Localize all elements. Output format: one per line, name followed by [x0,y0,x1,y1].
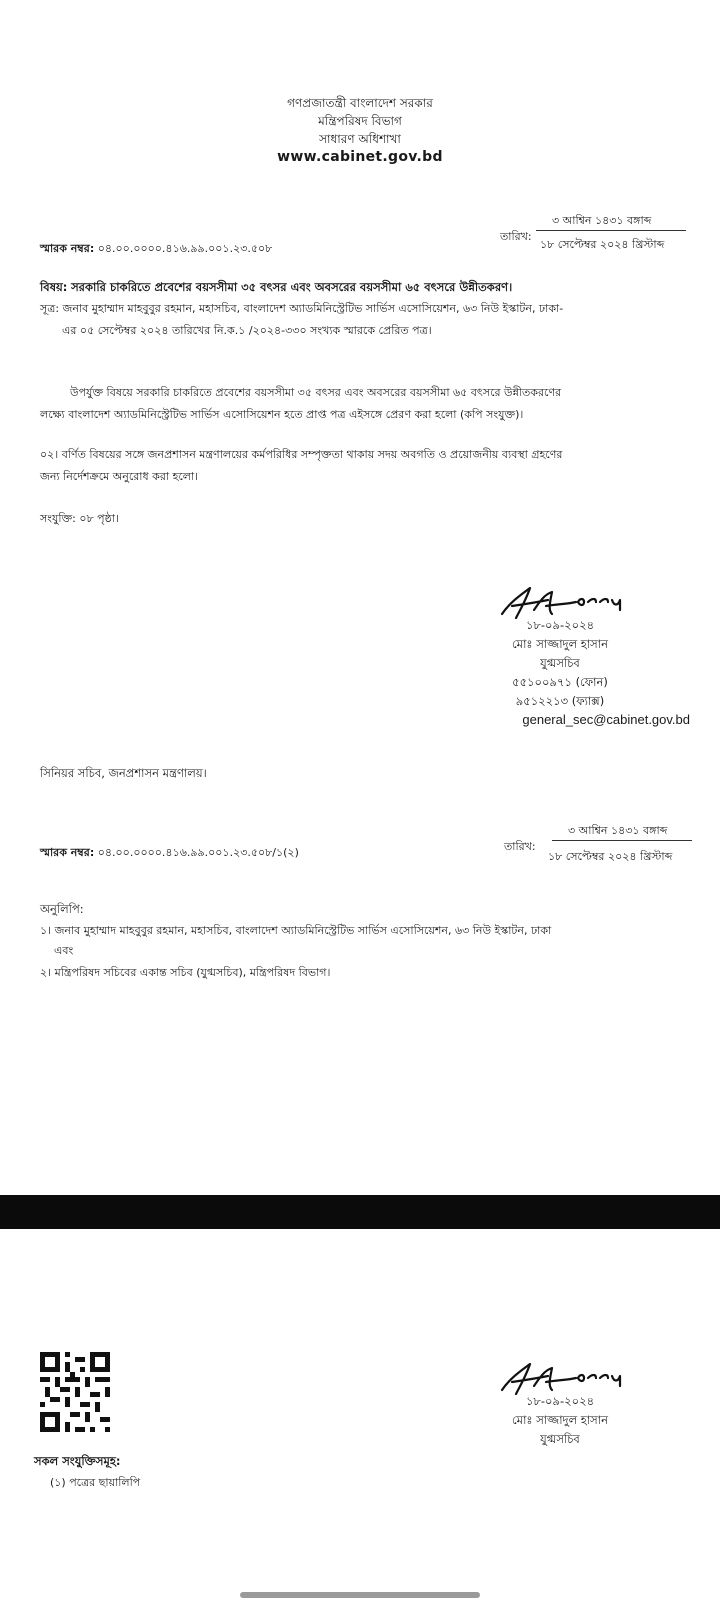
date-label: তারিখ: [500,230,532,243]
signatory-1-designation: যুগ্মসচিব [540,656,580,670]
signatory-2-name: মোঃ সাজ্জাদুল হাসান [512,1413,608,1427]
memo-number-line [40,240,272,259]
signatory-1-block [470,616,650,711]
subject-label: বিষয়: [40,280,68,294]
subject-line [40,276,512,298]
attachment-count: সংযুক্তি: ০৮ পৃষ্ঠা। [40,512,119,525]
signatory-1-phone: ৫৫১০০৯৭১ (ফোন) [512,675,608,689]
all-attachments-label: সকল সংযুক্তিসমূহ: [34,1454,121,1468]
memo-2-date-english: ১৮ সেপ্টেম্বর ২০২৪ খ্রিস্টাব্দ [548,850,673,863]
date-english: ১৮ সেপ্টেম্বর ২০২৪ খ্রিস্টাব্দ [540,238,665,251]
date-bangla: ৩ আশ্বিন ১৪৩১ বঙ্গাব্দ [552,214,652,227]
subject-text: সরকারি চাকরিতে প্রবেশের বয়সসীমা ৩৫ বৎসর এবং অবসরের বয়সসীমা ৬৫ বৎসরে উন্নীতকরণ। [71,280,513,294]
paragraph-2-line-1: ০২। বর্ণিত বিষয়ের সঙ্গে জনপ্রশাসন মন্ত্রণালয়ের কর্মপরিধির সম্পৃক্ততা থাকায় সদয় অবগতি ও প্রয়োজনীয় ব্যবস্থা গ্রহণের [40,448,563,461]
copies-item-1-line-1: ১। জনাব মুহাম্মাদ মাহবুবুর রহমান, মহাসচিব, বাংলাদেশ অ্যাডমিনিস্ট্রেটিভ সার্ভিস এসোসিয়েশন, ৬৩ নিউ ইস্কাটন, ঢাকা [40,924,552,937]
memo-2-number: ০৪.০০.০০০০.৪১৬.৯৯.০০১.২৩.৫০৮/১(২) [97,846,299,859]
memo-2-number-label: স্মারক নম্বর: [40,846,95,859]
signatory-2-designation: যুগ্মসচিব [540,1432,580,1446]
memo-number-label: স্মারক নম্বর: [40,242,95,255]
all-attachments-item-1[interactable]: (১) পত্রের ছায়ালিপি [50,1476,141,1489]
paragraph-1-line-1: উপর্যুক্ত বিষয়ে সরকারি চাকরিতে প্রবেশের বয়সসীমা ৩৫ বৎসর এবং অবসরের বয়সসীমা ৬৫ বৎসরে উন্নীতকরণের [70,386,562,399]
memo-2-date-label: তারিখ: [504,840,536,853]
qr-code [40,1352,110,1432]
signature-2-date: ১৮-০৯-২০২৪ [525,1394,595,1408]
letterhead [0,94,720,166]
date-divider [536,230,686,231]
memo-2-date-divider [552,840,692,841]
memo-number: ০৪.০০.০০০০.৪১৬.৯৯.০০১.২৩.৫০৮ [97,242,273,255]
reference-line-2: এর ০৫ সেপ্টেম্বর ২০২৪ তারিখের নি.ক.১ /২০২৪-৩৩০ সংখ্যক স্মারকে প্রেরিত পত্র। [62,324,432,337]
copies-item-2: ২। মন্ত্রিপরিষদ সচিবের একান্ত সচিব (যুগ্মসচিব), মন্ত্রিপরিষদ বিভাগ। [40,966,331,979]
paragraph-1-line-2: লক্ষ্যে বাংলাদেশ অ্যাডমিনিস্ট্রেটিভ সার্ভিস এসোসিয়েশন হতে প্রাপ্ত পত্র এইসঙ্গে প্রেরণ করা হলো (কপি সংযুক্ত)। [40,408,524,421]
signatory-1-name: মোঃ সাজ্জাদুল হাসান [512,637,608,651]
division-name: মন্ত্রিপরিষদ বিভাগ [318,114,402,128]
signatory-2-block [470,1392,650,1449]
copies-label: অনুলিপি: [40,902,84,916]
signature-1-date: ১৮-০৯-২০২৪ [525,618,595,632]
recipient: সিনিয়র সচিব, জনপ্রশাসন মন্ত্রণালয়। [40,766,207,780]
section-name: সাধারণ অধিশাখা [319,132,401,146]
memo-2-date-bangla: ৩ আশ্বিন ১৪৩১ বঙ্গাব্দ [568,824,668,837]
website-link[interactable]: www.cabinet.gov.bd [277,149,443,165]
reference-line-1: সূত্র: জনাব মুহাম্মাদ মাহবুবুর রহমান, মহাসচিব, বাংলাদেশ অ্যাডমিনিস্ট্রেটিভ সার্ভিস এসোসিয়েশন, ৬৩ নিউ ইস্কাটন, ঢাকা- [40,302,564,315]
page-break-bar [0,1195,720,1229]
home-indicator[interactable] [240,1592,480,1598]
memo-2-number-line [40,844,299,863]
copies-item-1-line-2: এবং [54,944,74,957]
govt-title: গণপ্রজাতন্ত্রী বাংলাদেশ সরকার [287,96,433,110]
signatory-1-fax: ৯৫১২২১৩ (ফ্যাক্স) [515,694,605,708]
signatory-1-email[interactable]: general_sec@cabinet.gov.bd [522,712,690,727]
paragraph-2-line-2: জন্য নির্দেশক্রমে অনুরোধ করা হলো। [40,470,199,483]
